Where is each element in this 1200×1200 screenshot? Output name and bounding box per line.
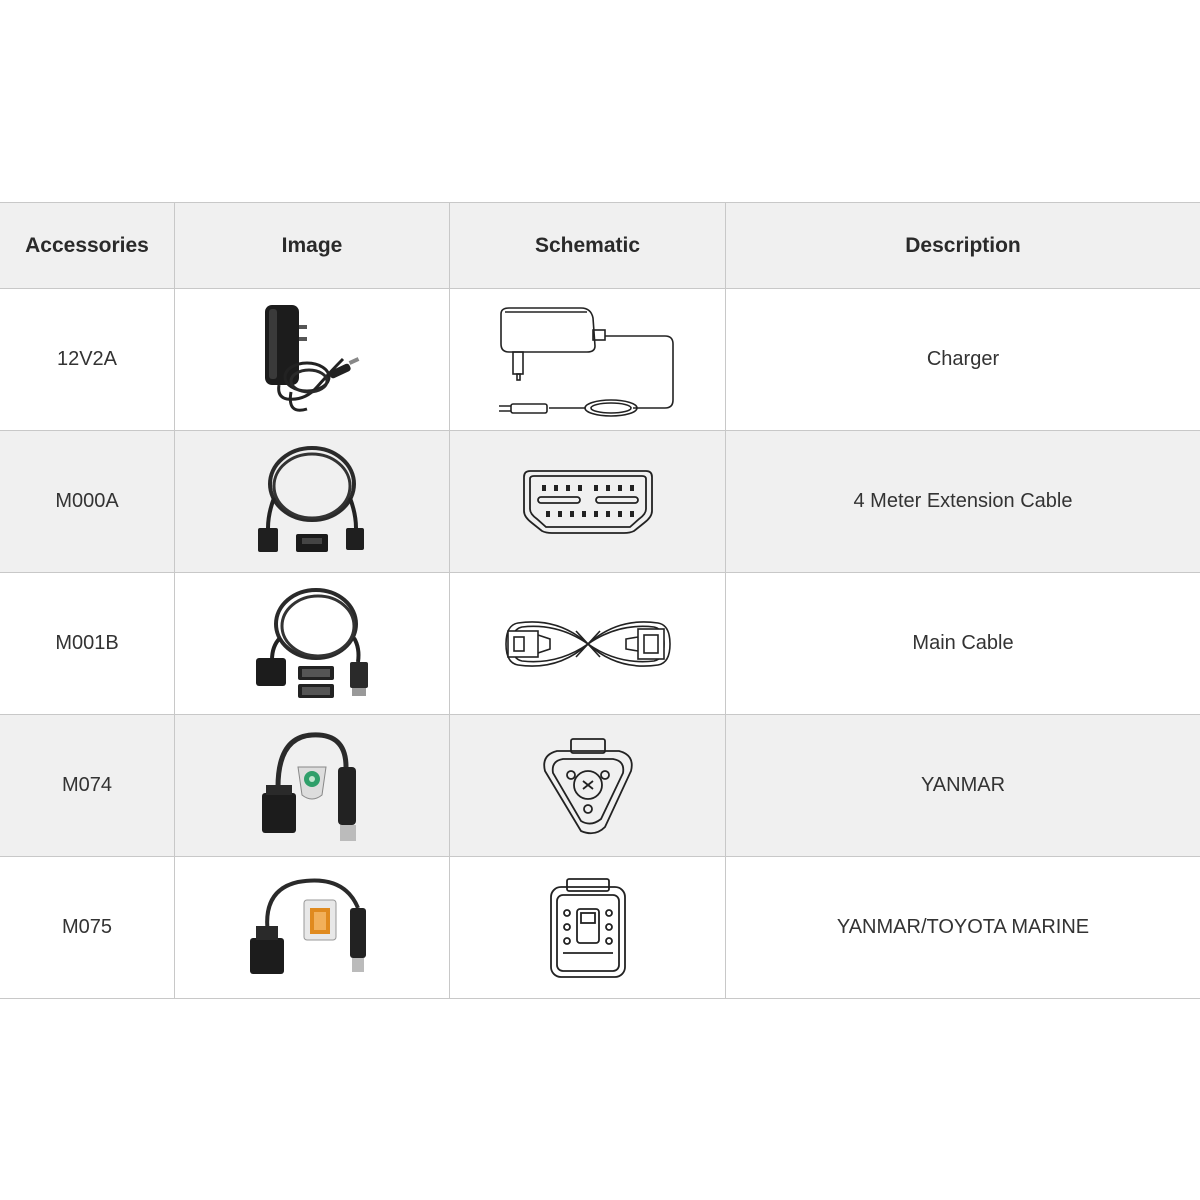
table-row <box>0 431 1200 573</box>
image-cell <box>175 715 450 856</box>
accessory-code: M075 <box>0 857 175 998</box>
charger-photo <box>247 297 377 422</box>
rectangular-connector-schematic-icon <box>543 873 633 983</box>
schematic-cell <box>450 857 726 998</box>
table-row <box>0 857 1200 999</box>
charger-schematic-icon <box>493 300 683 420</box>
header-accessories: Accessories <box>0 203 175 288</box>
obd-connector-schematic-icon <box>518 467 658 537</box>
accessory-description: Charger <box>926 348 1000 370</box>
image-cell <box>175 431 450 572</box>
triangular-connector-schematic-icon <box>533 731 643 841</box>
schematic-cell <box>450 715 726 856</box>
accessory-code: M000A <box>0 431 175 572</box>
accessory-description: YANMAR <box>920 774 1006 796</box>
yanmar-toyota-adapter-photo <box>232 868 392 988</box>
accessory-description: YANMAR/TOYOTA MARINE <box>836 916 1090 938</box>
header-description: Description <box>905 233 1021 257</box>
yanmar-adapter-photo <box>242 723 382 848</box>
schematic-cell <box>450 431 726 572</box>
header-schematic: Schematic <box>450 203 726 288</box>
main-cable-schematic-icon <box>498 609 678 679</box>
accessory-description: 4 Meter Extension Cable <box>853 490 1073 512</box>
image-cell <box>175 857 450 998</box>
accessory-code: 12V2A <box>0 289 175 430</box>
schematic-cell <box>450 573 726 714</box>
schematic-cell <box>450 289 726 430</box>
table-header-row <box>0 203 1200 289</box>
header-image: Image <box>175 203 450 288</box>
accessories-table <box>0 202 1200 999</box>
extension-cable-photo <box>242 442 382 562</box>
table-row <box>0 289 1200 431</box>
accessory-code: M001B <box>0 573 175 714</box>
table-row <box>0 715 1200 857</box>
image-cell <box>175 573 450 714</box>
main-cable-photo <box>242 584 382 704</box>
accessory-description: Main Cable <box>912 632 1014 654</box>
accessory-code: M074 <box>0 715 175 856</box>
image-cell <box>175 289 450 430</box>
table-row <box>0 573 1200 715</box>
